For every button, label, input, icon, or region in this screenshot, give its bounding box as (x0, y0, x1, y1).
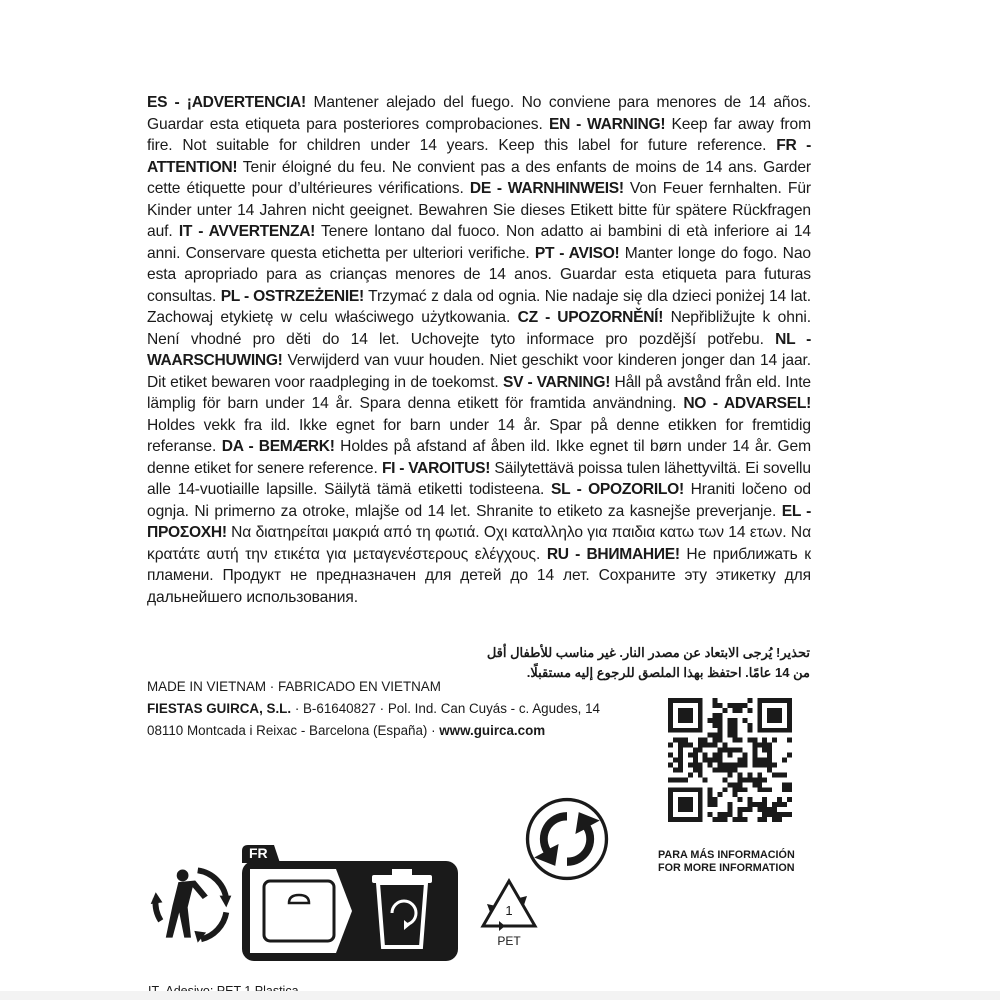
qr-code[interactable] (668, 698, 792, 822)
warning-label: DE - WARNHINWEIS! (469, 180, 624, 197)
plastic-material: PET (497, 934, 521, 948)
website-link[interactable]: www.guirca.com (439, 723, 546, 738)
warning-label: RU - ВНИМАНИЕ! (546, 545, 680, 563)
warning-text: Hraniti ločeno od ognja. Ni primerno za otroke, mlajše od 14 let. Shranite to etiketo za kasnejše preverjanje. (147, 481, 811, 520)
warning-text: Verwijderd van vuur houden. Niet geschikt voor kinderen jonger dan 14 jaar. Dit etiket bewaren voor raadpleging in de toekomst. (147, 352, 811, 391)
warning-label: FI - VAROITUS! (381, 459, 491, 477)
warning-text: Nepřibližujte k ohni. Není vhodné pro děti do 14 let. Uchovejte tyto informace pro pozdější potřebu. (147, 309, 811, 348)
warning-label: FR - ATTENTION! (147, 137, 811, 176)
warning-label: IT - AVVERTENZA! (178, 223, 316, 240)
warning-label: EN - WARNING! (548, 115, 666, 133)
warning-label: NL - WAARSCHUWING! (147, 330, 811, 369)
warning-text: Να διατηρείται μακριά από τη φωτιά. Οχι καταλληλο για παιδια κατω των 14 ετων. Να κρατάτε αυτή την ετικέτα για μεταγενέστερους ελέγχους. (147, 524, 811, 563)
warning-label: NO - ADVARSEL! (683, 395, 811, 412)
warning-text: Tenere lontano dal fuoco. Non adatto ai bambini di età inferiore ai 14 anni. Conservare questa etichetta per ulteriori verifiche. (147, 223, 811, 262)
company-address: 08110 Montcada i Reixac - Barcelona (España) · (147, 723, 440, 738)
warning-label: PL - OSTRZEŻENIE! (220, 287, 364, 305)
arabic-warning-line-1: تحذير! يُرجى الابتعاد عن مصدر النار. غير مناسب للأطفال أقل (486, 645, 810, 660)
warning-label: ES - ¡ADVERTENCIA! (147, 94, 306, 111)
warning-label: PT - AVISO! (534, 244, 620, 262)
more-info-en: FOR MORE INFORMATION (658, 861, 795, 874)
sorting-info-panel (240, 843, 458, 961)
warning-text: Säilytettävä poissa tulen lähettyviltä. Ei sovellu alle 14-vuotiaille lapsille. Säilytä tämä etiketti todisteena. (147, 459, 811, 498)
warning-label: CZ - UPOZORNĚNÍ! (517, 309, 664, 326)
arabic-warning-line-2: من 14 عامًا. احتفظ بهذا الملصق للرجوع إليه مستقبلًا. (526, 665, 810, 680)
company-name: FIESTAS GUIRCA, S.L. (147, 701, 292, 716)
warning-label: DA - BEMÆRK! (221, 438, 335, 455)
country-code: FR (249, 845, 268, 861)
warning-text: Tenir éloigné du feu. Ne convient pas a des enfants de moins de 14 ans. Garder cette étiquette pour d’ultérieures vérifications. (147, 158, 811, 197)
warning-text: Mantener alejado del fuego. No conviene para menores de 14 años. Guardar esta etiqueta para posteriores comprobaciones. (147, 94, 812, 133)
warning-label: SL - OPOZORILO! (551, 481, 684, 498)
warning-text: Von Feuer fernhalten. Für Kinder unter 14 Jahren nicht geeignet. Bewahren Sie dieses Etikett bitte für spätere Rückfragen auf. (147, 180, 811, 240)
warning-text: Trzymać z dala od ognia. Nie nadaje się dla dzieci poniżej 14 lat. Zachowaj etykietę w celu właściwego użytkowania. (147, 287, 811, 326)
green-dot-icon (525, 797, 609, 881)
warning-text: Не приближать к пламени. Продукт не предназначен для детей до 14 лет. Сохраните эту этикетку для дальнейшего использования. (147, 545, 811, 606)
origin-line: MADE IN VIETNAM · FABRICADO EN VIETNAM (147, 679, 441, 694)
more-info-label (658, 849, 795, 874)
warning-paragraph (147, 92, 811, 608)
company-line (147, 698, 600, 720)
more-info-es: PARA MÁS INFORMACIÓN (658, 849, 795, 861)
warning-text: Keep far away from fire. Not suitable for children under 14 years. Keep this label for future reference. (147, 115, 811, 154)
address-line (147, 720, 545, 742)
warning-text: Holdes på afstand af åben ild. Ikke egnet til børn under 14 år. Gem denne etiket for senere reference. (147, 438, 811, 477)
pet-recycling-icon (477, 876, 541, 950)
warning-label: EL - ΠΡΟΣΟΧΗ! (147, 502, 811, 541)
warning-text: Holdes vekk fra ild. Ikke egnet for barn under 14 år. Spar på denne etikken for fremtidig referanse. (147, 416, 811, 455)
arabic-warning (470, 643, 810, 683)
plastic-code: 1 (505, 903, 513, 918)
bottom-band (0, 991, 1000, 1000)
triman-icon (149, 862, 233, 946)
warning-label: SV - VARNING! (503, 373, 611, 391)
warning-text: Håll på avstånd från eld. Inte lämplig för barn under 14 år. Spara denna etikett för framtida användning. (147, 373, 811, 412)
company-details: · B-61640827 · Pol. Ind. Can Cuyás - c. Agudes, 14 (291, 701, 600, 716)
warning-text: Manter longe do fogo. Nao esta apropriado para as crianças menores de 14 anos. Guardar esta etiqueta para futuras consultas. (147, 244, 811, 305)
